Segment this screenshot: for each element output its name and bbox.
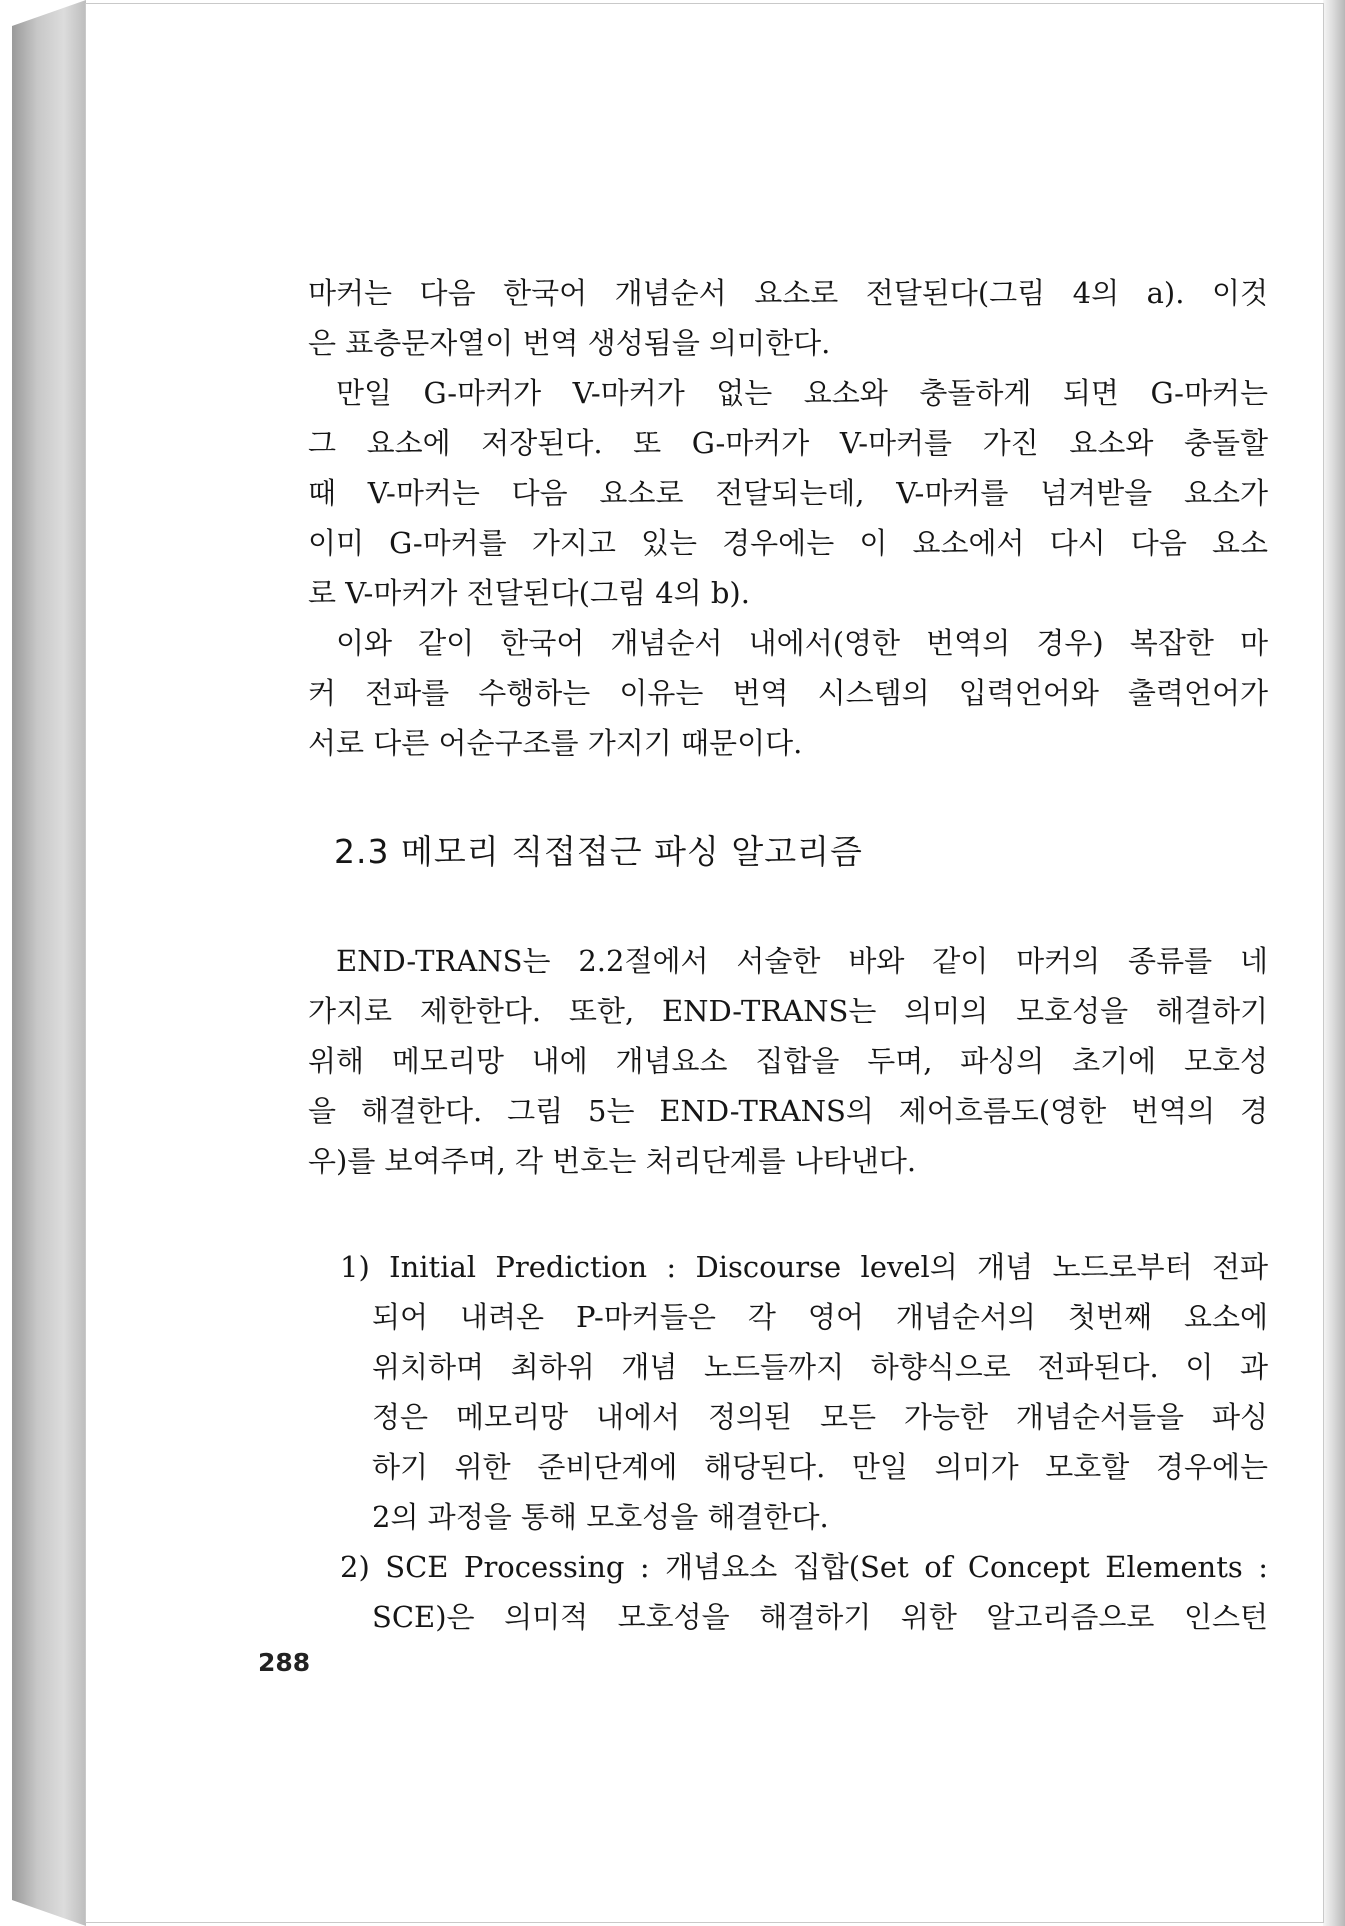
text-line: 우)를 보여주며, 각 번호는 처리단계를 나타낸다. [308,1144,917,1178]
paragraph-4 [308,936,1268,1186]
paragraph-3 [308,618,1268,768]
text-line: 때 V-마커는 다음 요소로 전달되는데, V-마커를 넘겨받을 요소가 [308,476,1268,510]
text-line: 2) SCE Processing : 개념요소 집합(Set of Concept Elements : [340,1550,1268,1584]
text-line: 하기 위한 준비단계에 해당된다. 만일 의미가 모호할 경우에는 [372,1450,1268,1484]
text-line: 정은 메모리망 내에서 정의된 모든 가능한 개념순서들을 파싱 [372,1400,1268,1434]
paragraph-1 [308,268,1268,368]
text-line: SCE)은 의미적 모호성을 해결하기 위한 알고리즘으로 인스턴 [372,1600,1268,1634]
text-line: 이미 G-마커를 가지고 있는 경우에는 이 요소에서 다시 다음 요소 [308,526,1268,560]
text-line: 위치하며 최하위 개념 노드들까지 하향식으로 전파된다. 이 과 [372,1350,1268,1384]
text-line: 위해 메모리망 내에 개념요소 집합을 두며, 파싱의 초기에 모호성 [308,1044,1268,1078]
text-line: 되어 내려온 P-마커들은 각 영어 개념순서의 첫번째 요소에 [372,1300,1268,1334]
list-item-1 [340,1242,1268,1542]
text-line: 은 표층문자열이 번역 생성됨을 의미한다. [308,326,831,360]
numbered-list [308,1242,1268,1642]
text-line: 1) Initial Prediction : Discourse level의 개념 노드로부터 전파 [340,1250,1268,1284]
text-line: 가지로 제한한다. 또한, END-TRANS는 의미의 모호성을 해결하기 [308,994,1268,1028]
text-line: 서로 다른 어순구조를 가지기 때문이다. [308,726,803,760]
text-line: 만일 G-마커가 V-마커가 없는 요소와 충돌하게 되면 G-마커는 [336,376,1268,410]
page-edge-shadow [1323,0,1345,1926]
section-heading: 2.3 메모리 직접접근 파싱 알고리즘 [334,832,863,871]
text-line: 마커는 다음 한국어 개념순서 요소로 전달된다(그림 4의 a). 이것 [308,276,1268,310]
paragraph-2 [308,368,1268,618]
text-line: 2의 과정을 통해 모호성을 해결한다. [372,1500,829,1534]
list-item-2 [340,1542,1268,1642]
text-line: 을 해결한다. 그림 5는 END-TRANS의 제어흐름도(영한 번역의 경 [308,1094,1268,1128]
text-line: END-TRANS는 2.2절에서 서술한 바와 같이 마커의 종류를 네 [336,944,1268,978]
text-line: 이와 같이 한국어 개념순서 내에서(영한 번역의 경우) 복잡한 마 [336,626,1268,660]
page-content [308,268,1268,1642]
page-number: 288 [258,1648,311,1677]
text-line: 로 V-마커가 전달된다(그림 4의 b). [308,576,750,610]
page [86,4,1323,1922]
text-line: 커 전파를 수행하는 이유는 번역 시스템의 입력언어와 출력언어가 [308,676,1268,710]
book-spine [12,0,86,1926]
text-line: 그 요소에 저장된다. 또 G-마커가 V-마커를 가진 요소와 충돌할 [308,426,1268,460]
